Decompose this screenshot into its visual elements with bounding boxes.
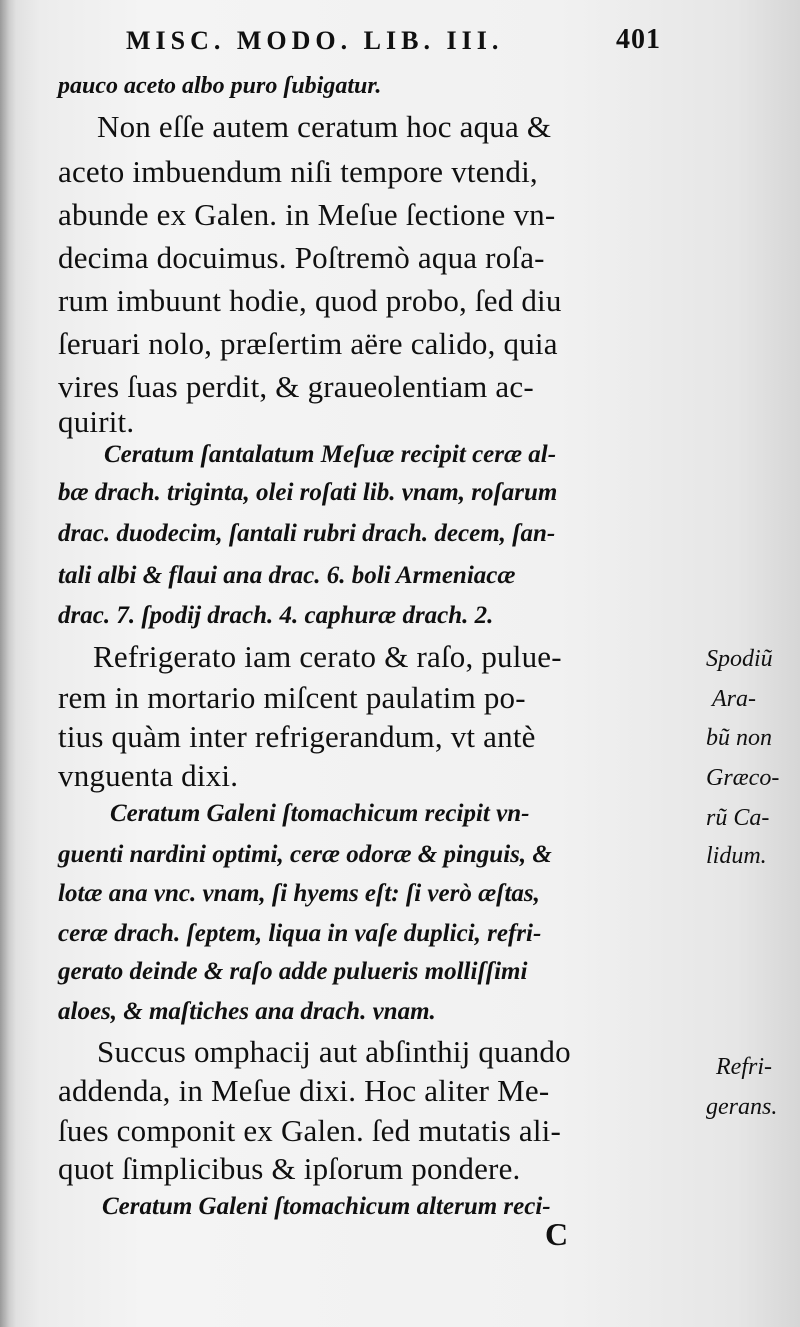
marginal-note: Ara- [712,686,756,712]
text-line: Succus omphacij aut abſinthij quando [97,1034,571,1069]
text-line: gerato deinde & raſo adde pulueris molliſſimi [58,958,528,985]
text-line: addenda, in Meſue dixi. Hoc aliter Me- [58,1073,550,1108]
text-line: decima docuimus. Poſtremò aqua roſa- [58,240,545,275]
text-line: Non eſſe autem ceratum hoc aqua & [97,109,552,144]
text-line: ceræ drach. ſeptem, liqua in vaſe duplici, refri- [58,920,542,947]
text-line: tali albi & flaui ana drac. 6. boli Armeniacæ [58,562,516,589]
text-line: aloes, & maſtiches ana drach. vnam. [58,998,436,1025]
page-gutter-shadow [0,0,16,1327]
text-line: quot ſimplicibus & ipſorum pondere. [58,1151,521,1186]
text-line: Ceratum ſantalatum Meſuæ recipit ceræ al- [104,441,557,468]
text-line: vnguenta dixi. [58,758,239,793]
text-line: bæ drach. triginta, olei roſati lib. vnam, roſarum [58,479,558,506]
marginal-note: Spodiũ [706,646,773,672]
marginal-note: lidum. [706,843,767,869]
text-line: rum imbuunt hodie, quod probo, ſed diu [58,283,562,318]
text-line: drac. duodecim, ſantali rubri drach. decem, ſan- [58,520,556,547]
text-line: tius quàm inter refrigerandum, vt antè [58,719,536,754]
text-line: guenti nardini optimi, ceræ odoræ & pinguis, & [58,841,552,868]
text-line: Ceratum Galeni ſtomachicum recipit vn- [110,800,530,827]
text-line: aceto imbuendum niſi tempore vtendi, [58,154,538,189]
text-line: vires ſuas perdit, & graueolentiam ac- [58,369,534,404]
signature-mark: C [545,1216,569,1252]
text-line: drac. 7. ſpodij drach. 4. caphuræ drach. 2. [58,602,494,629]
page-number: 401 [616,24,661,55]
text-line: ſues componit ex Galen. ſed mutatis ali- [58,1113,562,1148]
marginal-note: gerans. [706,1094,778,1120]
text-line: Ceratum Galeni ſtomachicum alterum reci- [102,1193,551,1220]
text-line: ſeruari nolo, præſertim aëre calido, quia [58,326,558,361]
text-line: Refrigerato iam cerato & raſo, pulue- [93,639,562,674]
text-line: abunde ex Galen. in Meſue ſectione vn- [58,197,556,232]
text-line: lotæ ana vnc. vnam, ſi hyems eſt: ſi verò æſtas, [58,880,540,907]
running-title: MISC. MODO. LIB. III. [126,26,504,55]
text-line: rem in mortario miſcent paulatim po- [58,680,526,715]
marginal-note: bũ non [706,725,772,751]
marginal-note: Refri- [716,1054,772,1080]
text-line: quirit. [58,404,135,439]
text-line: pauco aceto albo puro ſubigatur. [58,73,382,99]
marginal-note: Græco- [706,765,780,791]
marginal-note: rũ Ca- [706,805,770,831]
